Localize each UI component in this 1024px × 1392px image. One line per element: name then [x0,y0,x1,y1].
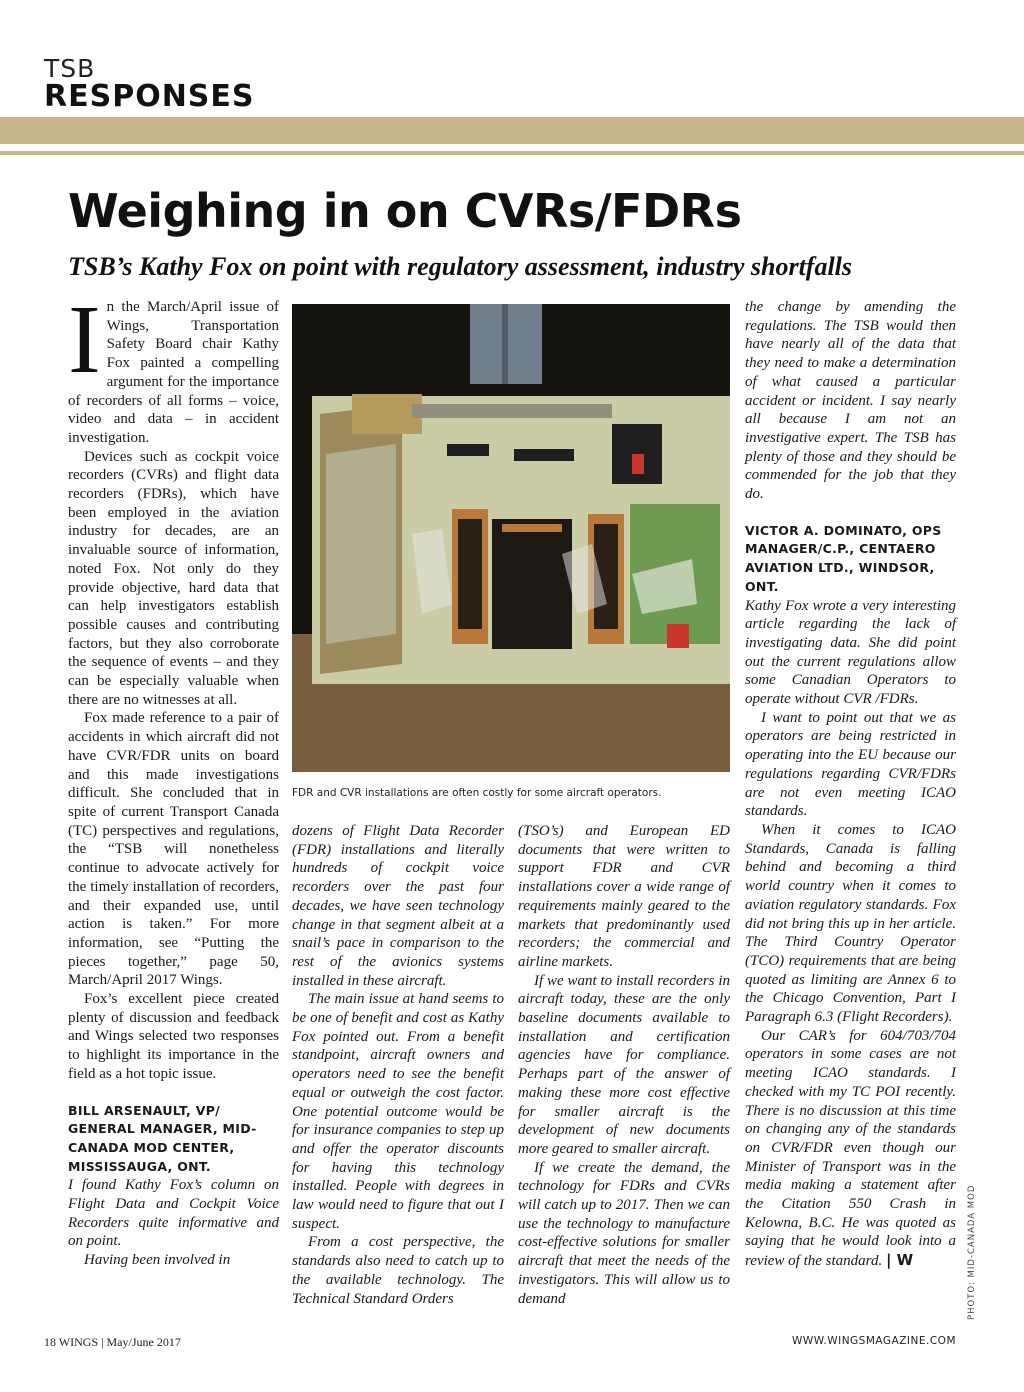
photo-credit: PHOTO: MID-CANADA MOD [967,1184,977,1320]
letter-paragraph: I want to point out that we as operators are being restricted in operating into the EU because our regulations regarding CVR/FDRs are not even meeting ICAO standards. [745,709,956,820]
final-text: Our CAR’s for 604/703/704 operators in some cases are not meeting ICAO standards. I checked with my TC POI recently. There is no discussion at this time on changing any of the standards on CVR/FDR even though our Minister of Transport was in the media making a statement after the Citation 550 Crash in Kelowna, B.C. He was quoted as saying that he would look into a review of the standard. [745,1027,956,1270]
column-4 [745,298,956,1271]
intro-paragraph [68,286,279,448]
letter-paragraph: I found Kathy Fox’s column on Flight Data and Cockpit Voice Recorders quite informative and on point. [68,1177,279,1250]
column-1 [68,286,279,1270]
byline-dominato: VICTOR A. DOMINATO, OPS MANAGER/C.P., CENTAERO AVIATION LTD., WINDSOR, ONT. [745,522,942,594]
letter-paragraph-final [745,1027,956,1271]
letter-paragraph: From a cost perspective, the standards also need to catch up to the available technology. The Technical Standard Orders [292,1234,504,1307]
folio: 18 WINGS | May/June 2017 [44,1335,181,1349]
paragraph: Devices such as cockpit voice recorders (CVRs) and flight data recorders (FDRs), which have been employed in the aviation industry for decades, are an invaluable source of information, noted Fox. Not only do they provide objective, hard data that can help investigators establish possible causes and contributing factors, but they also corroborate the sequence of events – and they can be especially valuable when there are no witnesses at all. [68,448,279,708]
header-accent-rule [0,151,1024,155]
column-2 [292,822,504,1308]
letter-paragraph: If we create the demand, the technology for FDRs and CVRs will catch up to 2017. Then we can use the technology to manufacture cost-effective solutions for smaller aircraft that meet the needs of the investigators. This will allow us to demand [518,1159,730,1307]
letter-paragraph: If we want to install recorders in aircraft today, these are the only baseline documents available to installation and certification agencies have for compliance. Perhaps part of the answer of making these more cost effective for smaller aircraft is the development of new documents more geared to smaller aircraft. [518,972,730,1157]
end-mark: | W [885,1251,914,1270]
header-accent-bar [0,117,1024,144]
letter-paragraph: Kathy Fox wrote a very interesting article regarding the lack of investigating data. She did point out the current regulations allow some Canadian Operators to operate without CVR /FDRs. [745,597,956,708]
letter-paragraph: the change by amending the regulations. The TSB would then have nearly all of the data that they need to make a determination of what caused a particular accident or incident. I say nearly all because I am not an investigative expert. The TSB has plenty of those and they should be commended for the job that they do. [745,299,956,503]
intro-text: n the March/April issue of Wings, Transportation Safety Board chair Kathy Fox painted a compelling argument for the importance of recorders of all forms – voice, video and data – in accident investigation. [68,299,279,446]
photo-caption: FDR and CVR installations are often costly for some aircraft operators. [292,787,662,799]
paragraph: Fox’s excellent piece created plenty of discussion and feedback and Wings selected two responses to highlight its importance in the field as a hot topic issue. [68,991,279,1082]
letter-paragraph: Having been involved in [84,1252,231,1269]
column-3 [518,822,730,1308]
section-kicker: TSB [44,54,96,83]
letter-paragraph: dozens of Flight Data Recorder (FDR) installations and literally hundreds of cockpit voice recorders over the past four decades, we have seen technology change in that segment albeit at a snail’s pace in comparison to the rest of the avionics systems installed in these aircraft. [292,823,504,989]
byline-arsenault: BILL ARSENAULT, VP/ GENERAL MANAGER, MID-CANADA MOD CENTER, MISSISSAUGA, ONT. [68,1102,257,1174]
letter-paragraph: The main issue at hand seems to be one of benefit and cost as Kathy Fox pointed out. From a benefit standpoint, aircraft owners and operators need to see the benefit equal or outweigh the cost factor. One potential outcome would be for insurance companies to step up and offer the operator discounts for having this technology installed. People with degrees in law would need to figure that out I suspect. [292,991,504,1232]
recorder-installation-photo [292,304,730,772]
paragraph: Fox made reference to a pair of accidents in which aircraft did not have CVR/FDR units on board and this made investigations difficult. She concluded that in spite of current Transport Canada (TC) perspectives and regulations, the “TSB will nonetheless continue to advocate actively for the timely installation of recorders, and their expanded use, until action is taken.” For more information, see “Putting the pieces together,” page 50, March/April 2017 Wings. [68,710,279,989]
website-url: WWW.WINGSMAGAZINE.COM [791,1335,956,1347]
letter-paragraph: When it comes to ICAO Standards, Canada is falling behind and becoming a third world country when it comes to aviation regulatory standards. Fox did not bring this up in her article. The Third Country Operator (TCO) requirements that are being quoted as limiting are Annex 6 to the Chicago Convention, Part I Paragraph 6.3 (Flight Recorders). [745,821,956,1026]
headline: Weighing in on CVRs/FDRs [68,184,742,238]
deck: TSB’s Kathy Fox on point with regulatory assessment, industry shortfalls [68,252,853,281]
section-title: RESPONSES [44,79,255,114]
letter-paragraph: (TSO’s) and European ED documents that were written to support FDR and CVR installations cover a wide range of requirements mainly geared to the markets that predominantly used recorders; the commercial and airline markets. [518,823,730,970]
drop-cap: I [68,286,101,394]
